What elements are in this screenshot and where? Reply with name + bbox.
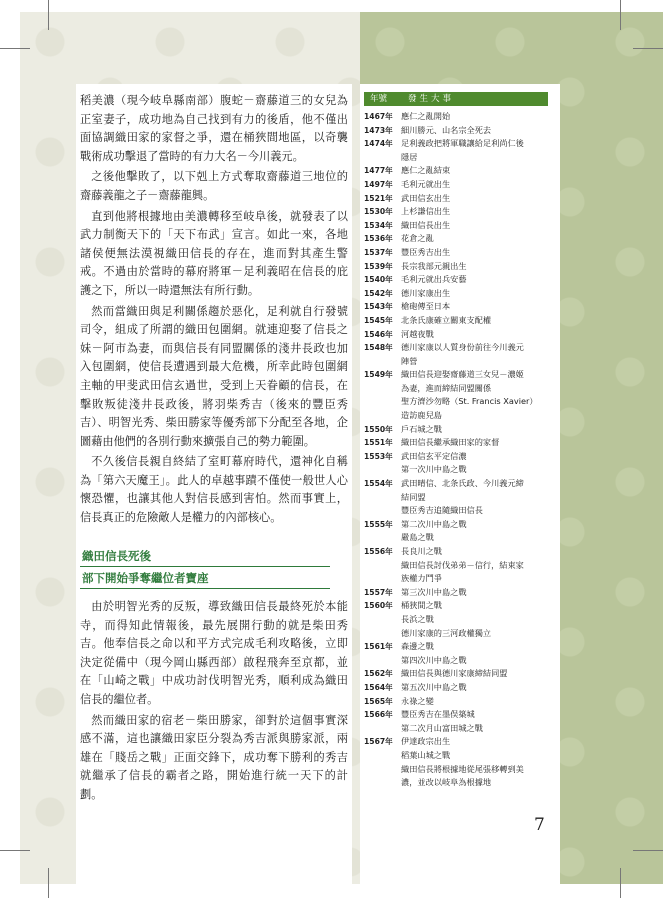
timeline-row — [364, 423, 560, 437]
timeline-year: 1548年 — [364, 343, 393, 353]
paragraph: 之後他擊敗了，以下剋上方式奪取齋藤道三地位的齋藤義龍之子－齋藤龍興。 — [80, 170, 348, 202]
heading-divider — [80, 588, 330, 589]
timeline-year: 1549年 — [364, 370, 393, 380]
timeline-year: 1550年 — [364, 424, 393, 434]
crop-mark — [633, 48, 663, 49]
timeline-row — [364, 735, 560, 749]
timeline-row — [364, 368, 560, 382]
timeline-year: 1521年 — [364, 193, 393, 203]
timeline-row — [364, 178, 560, 192]
crop-mark — [620, 0, 621, 30]
timeline-row — [364, 192, 560, 206]
timeline-event: 豐臣秀吉追隨織田信長 — [401, 505, 483, 516]
timeline-event: 武田信玄出生 — [401, 192, 451, 203]
column-header-year: 年號 — [370, 94, 388, 104]
timeline-row — [364, 382, 560, 396]
timeline-year: 1565年 — [364, 696, 393, 706]
timeline-row — [364, 287, 560, 301]
timeline-year: 1473年 — [364, 125, 393, 135]
timeline-year — [364, 559, 401, 573]
timeline-event: 德川家康以人質身份前往今川義元 — [401, 342, 524, 353]
timeline-event: 織田信長討伐弟弟－信行，結束家 — [401, 559, 524, 570]
crop-mark — [620, 868, 621, 898]
timeline-event: 第四次川中島之戰 — [401, 654, 467, 665]
timeline-event: 織田信長繼承織田家的家督 — [401, 437, 500, 448]
timeline-event: 長浜之戰 — [401, 613, 434, 624]
paragraph: 稻美濃（現今岐阜縣南部）腹蛇－齋藤道三的女兒為正室妻子，成功地為自己找到有力的後盾，他不僅出面協調織田家的家督之爭，還在桶狹間地區，以奇襲戰術成功擊退了當時的有力大名－今川義元。 — [80, 94, 348, 163]
timeline-row — [364, 586, 560, 600]
timeline-row — [364, 559, 560, 573]
timeline-year: 1561年 — [364, 642, 393, 652]
timeline-event: 隱居 — [401, 151, 418, 162]
paragraph: 直到他將根據地由美濃轉移至岐阜後，就發表了以武力制衡天下的「天下布武」宣言。如此一來，各地諸侯便無法漠視織田信長的存在，進而對其產生警戒。不過由於當時的幕府將軍－足利義昭在信長的庇護之下，所以一時還無法有所行動。 — [80, 209, 348, 297]
timeline-row — [364, 219, 560, 233]
timeline-event: 長宗我部元親出生 — [401, 260, 467, 271]
timeline-row — [364, 681, 560, 695]
timeline-event: 德川家康的三河政權獨立 — [401, 627, 492, 638]
timeline-row — [364, 599, 560, 613]
timeline-event: 伊達政宗出生 — [401, 736, 451, 747]
timeline-year: 1545年 — [364, 315, 393, 325]
timeline-event: 第三次川中島之戰 — [401, 586, 467, 597]
crop-mark — [0, 850, 30, 851]
timeline-year — [364, 491, 401, 505]
timeline-row — [364, 137, 560, 151]
timeline-row — [364, 164, 560, 178]
timeline-year — [364, 395, 401, 409]
timeline-row — [364, 273, 560, 287]
timeline-event: 嚴島之戰 — [401, 532, 434, 543]
timeline-year: 1537年 — [364, 247, 393, 257]
timeline-event: 為妻，進而締結同盟關係 — [401, 382, 492, 393]
timeline-row — [364, 504, 560, 518]
timeline-row — [364, 300, 560, 314]
timeline-year: 1554年 — [364, 479, 393, 489]
timeline-year: 1467年 — [364, 112, 393, 121]
timeline-event: 足利義政把將軍職讓給足利尚仁後 — [401, 138, 524, 149]
timeline-event: 森邊之戰 — [401, 641, 434, 652]
timeline-year: 1497年 — [364, 179, 393, 189]
column-header-event: 發生大事 — [408, 94, 455, 104]
timeline-year: 1555年 — [364, 519, 393, 529]
timeline-event: 細川勝元、山名宗全死去 — [401, 124, 492, 135]
timeline-row — [364, 776, 560, 790]
timeline-year: 1560年 — [364, 601, 393, 611]
timeline-year: 1542年 — [364, 288, 393, 298]
timeline-year — [364, 722, 401, 736]
timeline-event: 結同盟 — [401, 491, 426, 502]
timeline-row — [364, 205, 560, 219]
timeline-row — [364, 463, 560, 477]
timeline-row — [364, 640, 560, 654]
timeline-event: 濃，並改以岐阜為根據地 — [401, 777, 492, 788]
timeline-event: 桶狹間之戰 — [401, 600, 442, 611]
heading-divider — [80, 566, 330, 567]
timeline-row — [364, 491, 560, 505]
timeline-year — [364, 749, 401, 763]
timeline-row — [364, 722, 560, 736]
timeline-event: 上杉謙信出生 — [401, 206, 451, 217]
timeline-event: 織田信長將根據地從尾張移轉到美 — [401, 763, 524, 774]
timeline-year: 1534年 — [364, 220, 393, 230]
timeline-year — [364, 763, 401, 777]
timeline-year: 1530年 — [364, 207, 393, 217]
timeline-event: 武田信玄平定信濃 — [401, 450, 467, 461]
timeline-year — [364, 151, 401, 165]
timeline-event: 織田信長出生 — [401, 219, 451, 230]
timeline-event: 應仁之亂開始 — [401, 111, 451, 121]
timeline-row — [364, 355, 560, 369]
timeline-year: 1562年 — [364, 669, 393, 679]
timeline-event: 豐臣秀吉在墨俣築城 — [401, 709, 475, 720]
timeline-row — [364, 409, 560, 423]
timeline-event: 永祿之變 — [401, 695, 434, 706]
timeline-year: 1556年 — [364, 547, 393, 556]
timeline-event: 豐臣秀吉出生 — [401, 246, 451, 257]
timeline-event: 北条氏康確立關東支配權 — [401, 314, 492, 325]
timeline-event: 應仁之亂結束 — [401, 165, 451, 176]
timeline-row — [364, 110, 560, 124]
timeline-event: 毛利元就出生 — [401, 178, 451, 189]
timeline-event: 花倉之亂 — [401, 233, 434, 244]
timeline-event: 織田信長與德川家康締結同盟 — [401, 668, 508, 679]
timeline-year: 1539年 — [364, 261, 393, 271]
body-section-2 — [80, 598, 348, 807]
timeline-row — [364, 708, 560, 722]
timeline-year: 1553年 — [364, 451, 393, 461]
timeline-event: 武田晴信、北条氏政、今川義元締 — [401, 478, 524, 489]
timeline-row — [364, 749, 560, 763]
paragraph: 由於明智光秀的反叛，導致織田信長最終死於本能寺，而得知此情報後，最先展開行動的就是柴田秀吉。他奉信長之命以和平方式完成毛利攻略後，立即決定從備中（現今岡山縣西部）啟程飛奔至京都，並在「山崎之戰」中成功討伐明智光秀，順利成為織田信長的繼位者。 — [80, 600, 348, 706]
timeline-year — [364, 409, 401, 423]
timeline-row — [364, 477, 560, 491]
timeline-row — [364, 436, 560, 450]
paragraph: 然而當織田與足利關係趨於惡化，足利就自行發號司令，組成了所謂的織田包圍網。就連迎娶了信長之妹－阿市為妻，而與信長有同盟關係的淺井長政也加入包圍網，使信長遭遇到最大危機，所幸此時包圍網主軸的甲斐武田信玄過世，受到上天眷顧的信長，在擊敗叛徒淺井長政後，將羽柴秀吉（後來的豐臣秀吉）、明智光秀、柴田勝家等優秀部下分配至各地，企圖藉由他們的各別行動來擴張自己的勢力範圍。 — [80, 304, 348, 448]
crop-mark — [0, 48, 30, 49]
timeline-year — [364, 504, 401, 518]
timeline-row — [364, 518, 560, 532]
timeline-header — [364, 92, 548, 106]
timeline-row — [364, 695, 560, 709]
timeline-row — [364, 314, 560, 328]
timeline-row — [364, 627, 560, 641]
timeline-year: 1546年 — [364, 329, 393, 339]
timeline-year — [364, 572, 401, 586]
timeline-year: 1551年 — [364, 438, 393, 448]
timeline-year — [364, 627, 401, 641]
timeline-row — [364, 341, 560, 355]
timeline-event: 陣營 — [401, 355, 418, 366]
timeline-year: 1557年 — [364, 587, 393, 597]
timeline-row — [364, 667, 560, 681]
timeline-year — [364, 355, 401, 369]
timeline-event: 第一次川中島之戰 — [401, 464, 467, 475]
timeline-event: 德川家康出生 — [401, 287, 451, 298]
body-section-1 — [80, 92, 348, 530]
crop-mark — [633, 850, 663, 851]
timeline-row — [364, 763, 560, 777]
timeline-year — [364, 776, 401, 790]
timeline-row — [364, 450, 560, 464]
section-heading-1: 織田信長死後 — [82, 549, 151, 563]
timeline-event: 河越夜戰 — [401, 328, 434, 339]
timeline-row — [364, 545, 560, 559]
timeline-event: 稻葉山城之戰 — [401, 749, 451, 760]
timeline-event: 戶石城之戰 — [401, 423, 442, 434]
timeline-event: 第二次川中島之戰 — [401, 518, 467, 529]
timeline-row — [364, 654, 560, 668]
timeline-event: 第二次月山富田城之戰 — [401, 722, 483, 733]
timeline-year: 1477年 — [364, 166, 393, 176]
timeline-row — [364, 531, 560, 545]
paragraph: 不久後信長親自終結了室町幕府時代，還神化自稱為「第六天魔王」。此人的卓越事蹟不僅使一般世人心懷恐懼，也讓其他人對信長感到害怕。然而事實上，信長真正的危險敵人是權力的內部核心。 — [80, 455, 348, 525]
timeline-year — [364, 382, 401, 396]
paragraph: 然而織田家的宿老－柴田勝家，卻對於這個事實深感不滿，這也讓織田家臣分裂為秀吉派與勝家派，兩雄在「賤岳之戰」正面交鋒下，成功奪下勝利的秀吉就繼承了信長的霸者之路，開始進行統一天下的計劃。 — [80, 713, 348, 801]
crop-mark — [48, 0, 49, 30]
timeline-year — [364, 613, 401, 627]
timeline-year — [364, 531, 401, 545]
timeline-row — [364, 260, 560, 274]
timeline-event: 造訪鹿兒島 — [401, 410, 442, 421]
page-number: 7 — [534, 815, 545, 835]
section-heading-2: 部下開始爭奪繼位者寶座 — [82, 571, 209, 585]
timeline-event: 聖方濟沙勿略（St. Francis Xavier） — [401, 396, 538, 407]
timeline-event: 第五次川中島之戰 — [401, 681, 467, 692]
timeline-year: 1566年 — [364, 710, 393, 720]
timeline-row — [364, 151, 560, 165]
timeline-event: 族權力鬥爭 — [401, 573, 442, 584]
timeline-event: 毛利元就出兵安藝 — [401, 274, 467, 285]
timeline-year: 1543年 — [364, 302, 393, 312]
timeline-year: 1536年 — [364, 234, 393, 244]
timeline-row — [364, 246, 560, 260]
timeline-rows — [364, 110, 560, 790]
crop-mark — [48, 868, 49, 898]
timeline-row — [364, 613, 560, 627]
timeline-row — [364, 572, 560, 586]
timeline-row — [364, 124, 560, 138]
timeline-year — [364, 463, 401, 477]
timeline-year: 1474年 — [364, 139, 393, 149]
timeline-row — [364, 328, 560, 342]
timeline-event: 長良川之戰 — [401, 546, 442, 556]
timeline-year: 1564年 — [364, 682, 393, 692]
timeline-year: 1567年 — [364, 737, 393, 747]
timeline-event: 槍砲傳至日本 — [401, 301, 451, 312]
timeline-row — [364, 232, 560, 246]
timeline-event: 織田信長迎娶齋藤道三女兒－濃姬 — [401, 369, 524, 380]
timeline-year: 1540年 — [364, 275, 393, 285]
timeline-year — [364, 654, 401, 668]
timeline-row — [364, 395, 560, 409]
